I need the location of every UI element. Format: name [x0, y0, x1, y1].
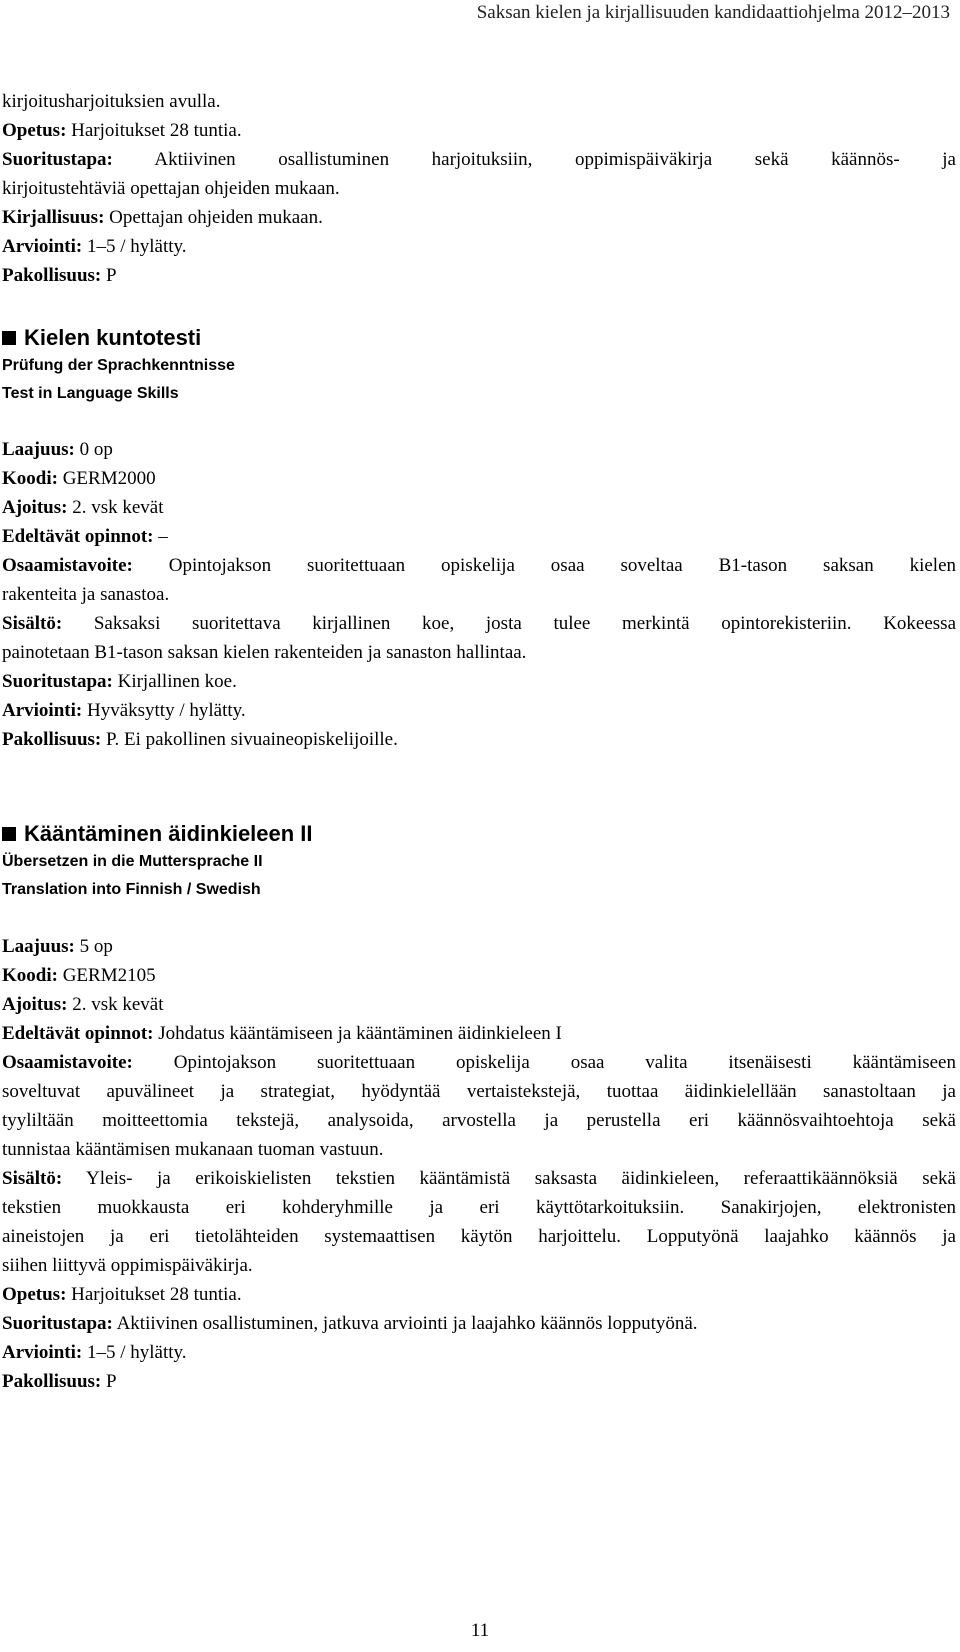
field-label: Laajuus: [2, 936, 75, 957]
course2-fields [2, 932, 956, 1396]
field-label: Arviointi: [2, 700, 83, 721]
field-value: 1–5 / hylätty. [86, 236, 187, 257]
square-bullet-icon [2, 331, 16, 345]
field-label: Opetus: [2, 120, 67, 141]
pakollisuus-field [2, 1367, 956, 1396]
course-title [2, 324, 956, 352]
osaamistavoite-field [2, 1048, 956, 1077]
field-label: Suoritustapa: [2, 149, 113, 170]
osaamistavoite-field [2, 551, 956, 580]
laajuus-field [2, 435, 956, 464]
ajoitus-field [2, 493, 956, 522]
field-label: Sisältö: [2, 613, 63, 634]
arviointi-field [2, 1338, 956, 1367]
sisalto-field [2, 609, 956, 638]
course-title-de: Übersetzen in die Muttersprache II [2, 853, 263, 870]
field-label: Kirjallisuus: [2, 207, 105, 228]
koodi-field [2, 961, 956, 990]
edeltavat-field [2, 522, 956, 551]
field-label: Arviointi: [2, 1342, 83, 1363]
course-title-de: Prüfung der Sprachkenntnisse [2, 357, 235, 374]
field-value: P [106, 265, 117, 286]
suoritustapa-field [2, 667, 956, 696]
suoritustapa-field [2, 1309, 956, 1338]
field-value: Kirjallinen koe. [117, 671, 237, 692]
opetus-field [2, 116, 956, 145]
opetus-field [2, 1280, 956, 1309]
continuation-text: kirjoitusharjoituksien avulla. [2, 91, 221, 112]
field-value: Opintojakson suoritettuaan opiskelija osaa soveltaa B1-tason saksan kielen [168, 555, 957, 576]
osaamistavoite-field-cont: tunnistaa kääntämisen mukanaan tuoman vastuun. [2, 1139, 384, 1160]
osaamistavoite-field-cont: tyyliltään moitteettomia tekstejä, analysoida, arvostella ja perustella eri käännösvaihtoehtoja sekä [2, 1110, 956, 1131]
field-value: GERM2000 [62, 468, 156, 489]
sisalto-field [2, 1164, 956, 1193]
osaamistavoite-field-cont: soveltuvat apuvälineet ja strategiat, hyödyntää vertaistekstejä, tuottaa äidinkielellään sanastoltaan ja [2, 1081, 956, 1102]
field-label: Laajuus: [2, 439, 75, 460]
field-value: GERM2105 [62, 965, 156, 986]
field-value: Aktiivinen osallistuminen, jatkuva arviointi ja laajahko käännös lopputyönä. [116, 1313, 698, 1334]
sisalto-field-cont: siihen liittyvä oppimispäiväkirja. [2, 1255, 253, 1276]
field-value: P. Ei pakollinen sivuaineopiskelijoille. [106, 729, 398, 750]
course-title-text: Kääntäminen äidinkieleen II [24, 821, 313, 846]
field-value: 2. vsk kevät [72, 497, 164, 518]
field-label: Suoritustapa: [2, 671, 113, 692]
course-title [2, 820, 956, 848]
field-value: Yleis- ja erikoiskielisten tekstien kääntämistä saksasta äidinkieleen, referaattikäännöksiä sekä [86, 1168, 956, 1189]
field-value: 5 op [79, 936, 113, 957]
koodi-field [2, 464, 956, 493]
field-value: Hyväksytty / hylätty. [86, 700, 246, 721]
field-value: 2. vsk kevät [72, 994, 164, 1015]
edeltavat-field [2, 1019, 956, 1048]
field-value: Opintojakson suoritettuaan opiskelija osaa valita itsenäisesti kääntämiseen [173, 1052, 956, 1073]
field-label: Ajoitus: [2, 497, 68, 518]
prev-course-block [2, 87, 956, 290]
field-value: Opettajan ohjeiden mukaan. [109, 207, 323, 228]
course2-heading-block [2, 820, 956, 904]
field-label: Pakollisuus: [2, 1371, 102, 1392]
field-label: Sisältö: [2, 1168, 63, 1189]
laajuus-field [2, 932, 956, 961]
field-value: Harjoitukset 28 tuntia. [71, 120, 242, 141]
suoritustapa-field [2, 145, 956, 174]
sisalto-field-cont: aineistojen ja eri tietolähteiden systemaattisen käytön harjoittelu. Lopputyönä laajahko käännös ja [2, 1226, 956, 1247]
field-value: Saksaksi suoritettava kirjallinen koe, josta tulee merkintä opintorekisteriin. Kokeessa [93, 613, 957, 634]
field-label: Edeltävät opinnot: [2, 526, 154, 547]
field-value: P [106, 1371, 117, 1392]
sisalto-field-cont: painotetaan B1-tason saksan kielen rakenteiden ja sanaston hallintaa. [2, 642, 527, 663]
suoritustapa-field-cont: kirjoitustehtäviä opettajan ohjeiden mukaan. [2, 178, 340, 199]
osaamistavoite-field-cont: rakenteita ja sanastoa. [2, 584, 170, 605]
field-value: Harjoitukset 28 tuntia. [71, 1284, 242, 1305]
field-label: Koodi: [2, 468, 58, 489]
square-bullet-icon [2, 827, 16, 841]
ajoitus-field [2, 990, 956, 1019]
field-value: 0 op [79, 439, 113, 460]
course-title-en: Translation into Finnish / Swedish [2, 881, 261, 898]
field-label: Osaamistavoite: [2, 1052, 133, 1073]
page-number: 11 [470, 1620, 490, 1641]
course-title-text: Kielen kuntotesti [24, 325, 202, 350]
running-header: Saksan kielen ja kirjallisuuden kandidaattiohjelma 2012–2013 [476, 2, 950, 23]
course1-fields [2, 435, 956, 754]
field-label: Osaamistavoite: [2, 555, 133, 576]
field-label: Edeltävät opinnot: [2, 1023, 154, 1044]
field-value: Aktiivinen osallistuminen harjoituksiin, oppimispäiväkirja sekä käännös- ja [154, 149, 956, 170]
field-label: Arviointi: [2, 236, 83, 257]
field-value: – [158, 526, 168, 547]
field-label: Suoritustapa: [2, 1313, 113, 1334]
field-label: Pakollisuus: [2, 729, 102, 750]
arviointi-field [2, 232, 956, 261]
course-title-en: Test in Language Skills [2, 385, 179, 402]
field-label: Opetus: [2, 1284, 67, 1305]
arviointi-field [2, 696, 956, 725]
field-value: 1–5 / hylätty. [86, 1342, 187, 1363]
course1-heading-block [2, 324, 956, 408]
field-label: Koodi: [2, 965, 58, 986]
kirjallisuus-field [2, 203, 956, 232]
pakollisuus-field [2, 725, 956, 754]
field-label: Ajoitus: [2, 994, 68, 1015]
pakollisuus-field [2, 261, 956, 290]
sisalto-field-cont: tekstien muokkausta eri kohderyhmille ja eri käyttötarkoituksiin. Sanakirjojen, elektronisten [2, 1197, 956, 1218]
field-label: Pakollisuus: [2, 265, 102, 286]
field-value: Johdatus kääntämiseen ja kääntäminen äidinkieleen I [158, 1023, 562, 1044]
